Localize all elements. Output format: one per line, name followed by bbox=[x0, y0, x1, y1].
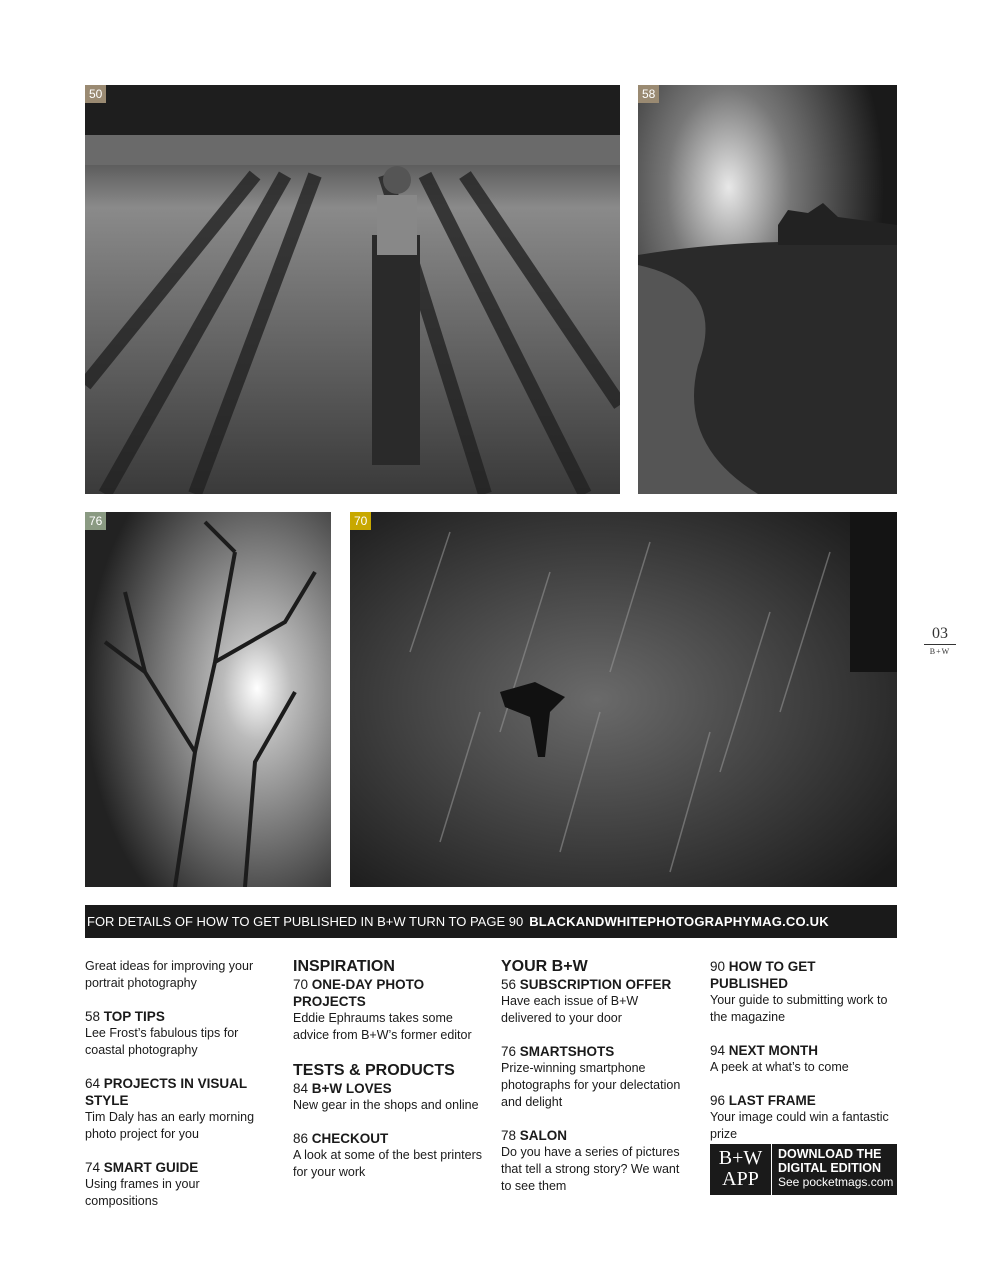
contents-column-3 bbox=[501, 958, 691, 1211]
item-page: 90 bbox=[710, 959, 726, 974]
app-line1: DOWNLOAD THE bbox=[778, 1147, 882, 1161]
list-item[interactable] bbox=[85, 1008, 275, 1059]
item-title: SMART GUIDE bbox=[103, 1160, 199, 1175]
list-item[interactable] bbox=[293, 1130, 485, 1181]
section-heading: INSPIRATION bbox=[293, 958, 395, 975]
publish-banner bbox=[85, 905, 897, 938]
app-logo-line2: APP bbox=[722, 1168, 759, 1190]
item-desc: Using frames in your compositions bbox=[85, 1177, 200, 1208]
item-title: LAST FRAME bbox=[728, 1093, 816, 1108]
item-desc: A look at some of the best printers for your work bbox=[293, 1148, 482, 1179]
app-logo bbox=[710, 1144, 772, 1195]
item-title: ONE-DAY PHOTO PROJECTS bbox=[293, 977, 425, 1009]
photo-rain-courtyard bbox=[350, 512, 897, 887]
item-page: 94 bbox=[710, 1043, 726, 1058]
item-desc: Do you have a series of pictures that tell a strong story? We want to see them bbox=[501, 1145, 680, 1193]
list-item[interactable] bbox=[501, 1127, 691, 1195]
item-title: PROJECTS IN VISUAL STYLE bbox=[85, 1076, 247, 1108]
list-item[interactable] bbox=[85, 1075, 275, 1143]
item-page: 78 bbox=[501, 1128, 517, 1143]
section-heading: YOUR B+W bbox=[501, 958, 588, 975]
list-item[interactable] bbox=[293, 976, 485, 1044]
list-item bbox=[85, 958, 275, 992]
list-item[interactable] bbox=[501, 976, 691, 1027]
item-page: 64 bbox=[85, 1076, 101, 1091]
item-page: 70 bbox=[293, 977, 309, 992]
item-desc: Prize-winning smartphone photographs for your delectation and delight bbox=[501, 1061, 681, 1109]
item-desc: Your image could win a fantastic prize bbox=[710, 1110, 889, 1141]
item-page: 74 bbox=[85, 1160, 101, 1175]
item-page: 84 bbox=[293, 1081, 309, 1096]
intro-desc: Great ideas for improving your portrait photography bbox=[85, 959, 254, 990]
app-download-promo[interactable] bbox=[710, 1144, 897, 1195]
item-title: SALON bbox=[519, 1128, 568, 1143]
item-title: TOP TIPS bbox=[103, 1009, 165, 1024]
section-heading: TESTS & PRODUCTS bbox=[293, 1062, 455, 1079]
item-title: CHECKOUT bbox=[311, 1131, 389, 1146]
page-number-badge: 76 bbox=[85, 512, 106, 530]
item-desc: Eddie Ephraums takes some advice from B+W’s former editor bbox=[293, 1011, 472, 1042]
list-item[interactable] bbox=[501, 1043, 691, 1111]
banner-text: FOR DETAILS OF HOW TO GET PUBLISHED IN B+W TURN TO PAGE 90 bbox=[87, 914, 524, 929]
list-item[interactable] bbox=[85, 1159, 275, 1210]
list-item[interactable] bbox=[710, 958, 897, 1026]
contents-column-2 bbox=[293, 958, 485, 1197]
folio-label: B+W bbox=[929, 647, 951, 656]
list-item[interactable] bbox=[710, 1092, 897, 1143]
contents-column-4 bbox=[710, 958, 897, 1159]
website-link[interactable]: BLACKANDWHITEPHOTOGRAPHYMAG.CO.UK bbox=[529, 914, 829, 929]
item-page: 76 bbox=[501, 1044, 517, 1059]
item-desc: Your guide to submitting work to the magazine bbox=[710, 993, 888, 1024]
item-desc: Have each issue of B+W delivered to your door bbox=[501, 994, 639, 1025]
item-title: B+W LOVES bbox=[311, 1081, 392, 1096]
item-desc: Lee Frost’s fabulous tips for coastal photography bbox=[85, 1026, 239, 1057]
item-desc: New gear in the shops and online bbox=[293, 1098, 479, 1112]
item-desc: A peek at what’s to come bbox=[710, 1060, 849, 1074]
photo-vineyard-woman bbox=[85, 85, 620, 494]
photo-blossom-branches bbox=[85, 512, 331, 887]
item-title: NEXT MONTH bbox=[728, 1043, 819, 1058]
item-page: 86 bbox=[293, 1131, 309, 1146]
item-page: 58 bbox=[85, 1009, 101, 1024]
page-number-badge: 58 bbox=[638, 85, 659, 103]
photo-coastal-castle bbox=[638, 85, 897, 494]
item-desc: Tim Daly has an early morning photo project for you bbox=[85, 1110, 255, 1141]
folio-number: 03 bbox=[924, 625, 956, 645]
app-line2: DIGITAL EDITION bbox=[778, 1161, 882, 1175]
page-number-badge: 50 bbox=[85, 85, 106, 103]
item-title: SMARTSHOTS bbox=[519, 1044, 615, 1059]
item-title: SUBSCRIPTION OFFER bbox=[519, 977, 672, 992]
item-page: 56 bbox=[501, 977, 517, 992]
list-item[interactable] bbox=[293, 1080, 485, 1114]
app-link[interactable]: See pocketmags.com bbox=[778, 1175, 894, 1189]
app-logo-line1: B+W bbox=[718, 1147, 763, 1169]
item-title: HOW TO GET PUBLISHED bbox=[710, 959, 816, 991]
page-folio bbox=[924, 625, 956, 656]
contents-column-1 bbox=[85, 958, 275, 1226]
item-page: 96 bbox=[710, 1093, 726, 1108]
app-promo-text bbox=[772, 1144, 893, 1195]
page-number-badge: 70 bbox=[350, 512, 371, 530]
list-item[interactable] bbox=[710, 1042, 897, 1076]
